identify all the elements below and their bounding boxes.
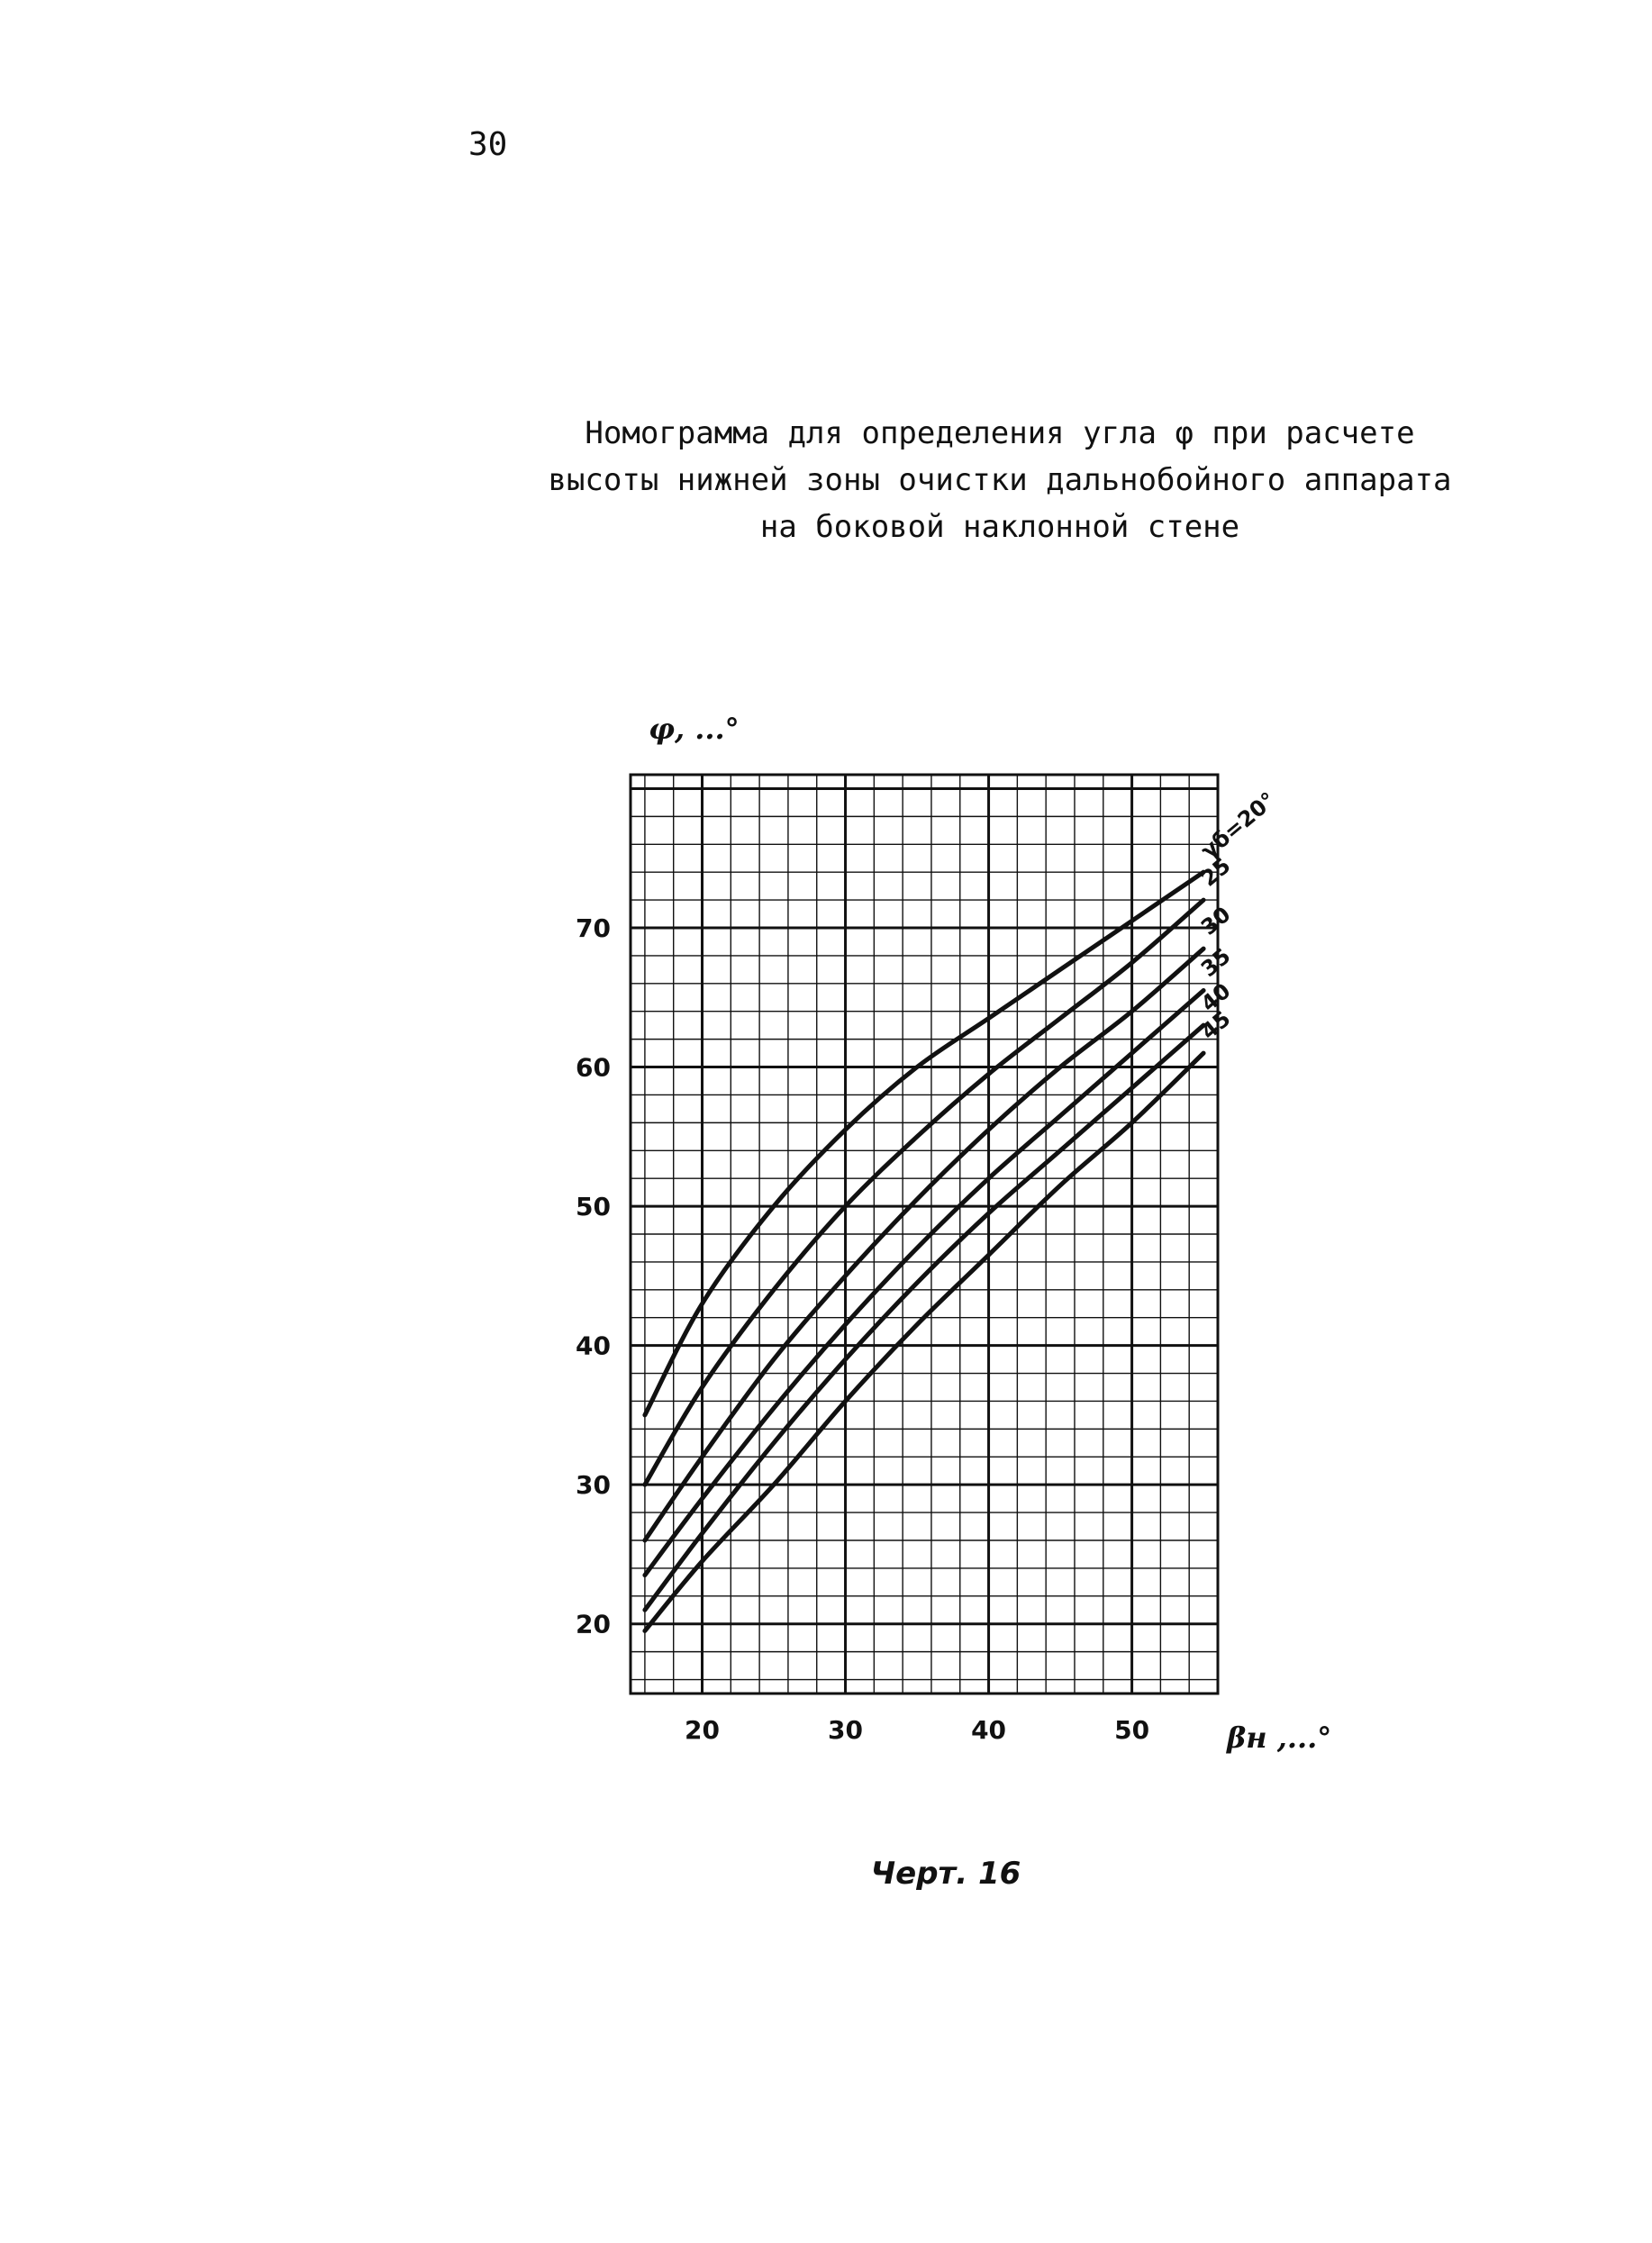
x-tick-label: 30 bbox=[828, 1715, 864, 1745]
x-axis-label: βн ,...° bbox=[1227, 1721, 1332, 1755]
y-tick-label: 50 bbox=[576, 1192, 611, 1222]
y-tick-label: 40 bbox=[576, 1330, 611, 1361]
series-label: 45 bbox=[1195, 1005, 1236, 1045]
y-tick-label: 20 bbox=[576, 1609, 611, 1639]
series-line bbox=[645, 1053, 1203, 1630]
series-label: 35 bbox=[1195, 943, 1236, 983]
x-tick-label: 20 bbox=[685, 1715, 720, 1745]
y-tick-label: 30 bbox=[576, 1470, 611, 1501]
title-line-2: высоты нижней зоны очистки дальнобойного аппарата bbox=[548, 462, 1452, 498]
y-tick-label: 60 bbox=[576, 1052, 611, 1083]
x-tick-label: 50 bbox=[1114, 1715, 1150, 1745]
figure-caption: Черт. 16 bbox=[870, 1856, 1021, 1892]
title-line-1: Номограмма для определения угла φ при расчете bbox=[585, 415, 1415, 451]
series-label: 25 bbox=[1195, 852, 1236, 892]
series-label: 40 bbox=[1195, 977, 1236, 1017]
page-number: 30 bbox=[468, 126, 508, 163]
x-tick-label: 40 bbox=[971, 1715, 1007, 1745]
y-axis-label: φ, ...° bbox=[649, 712, 740, 746]
title-line-3: на боковой наклонной стене bbox=[759, 509, 1240, 545]
grid bbox=[631, 775, 1218, 1694]
series-line bbox=[645, 872, 1203, 1415]
y-tick-label: 70 bbox=[576, 913, 611, 943]
series-line bbox=[645, 949, 1203, 1540]
series-label: 30 bbox=[1195, 901, 1236, 940]
series-label: γб=20° bbox=[1195, 786, 1281, 864]
curves bbox=[645, 872, 1203, 1630]
series-line bbox=[645, 991, 1203, 1576]
